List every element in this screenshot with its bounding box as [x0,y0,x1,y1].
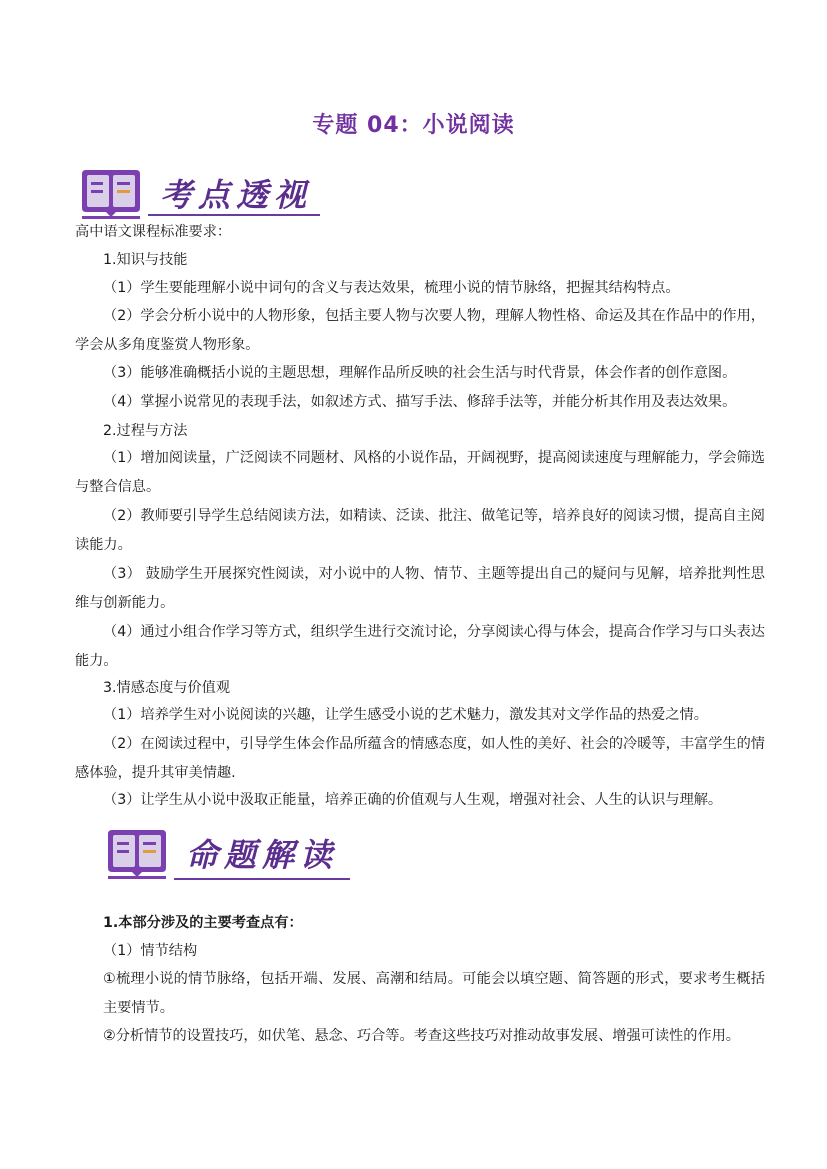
heading-process: 2.过程与方法 [103,423,188,439]
book-icon [80,168,142,220]
paragraph: （1）培养学生对小说阅读的兴趣，让学生感受小说的艺术魅力，激发其对文学作品的热爱之情。 [103,707,708,723]
paragraph: 高中语文课程标准要求： [75,224,232,240]
paragraph: （1）学生要能理解小说中词句的含义与表达效果，梳理小说的情节脉络，把握其结构特点。 [103,280,680,296]
paragraph: （2）学会分析小说中的人物形象，包括主要人物与次要人物，理解人物性格、命运及其在作品中的作用，学会从多角度鉴赏人物形象。 [75,308,765,353]
paragraph: （3）让学生从小说中汲取正能量，培养正确的价值观与人生观，增强对社会、人生的认识与理解。 [103,792,723,808]
heading-exam-points: 1.本部分涉及的主要考查点有： [103,915,303,931]
paragraph: （2）教师要引导学生总结阅读方法，如精读、泛读、批注、做笔记等，培养良好的阅读习惯，提高自主阅读能力。 [75,508,765,553]
paragraph: （1）情节结构 [103,943,198,959]
paragraph: （3）能够准确概括小说的主题思想，理解作品所反映的社会生活与时代背景，体会作者的创作意图。 [103,365,737,381]
page-title: 专题 04：小说阅读 [312,113,515,138]
paragraph: （3） 鼓励学生开展探究性阅读，对小说中的人物、情节、主题等提出自己的疑问与见解，培养批判性思维与创新能力。 [75,566,765,611]
heading-emotion: 3.情感态度与价值观 [103,680,231,696]
paragraph: （1）增加阅读量，广泛阅读不同题材、风格的小说作品，开阔视野，提高阅读速度与理解能力，学会筛选与整合信息。 [75,450,765,495]
banner-underline [148,214,320,216]
paragraph: （4）通过小组合作学习等方式，组织学生进行交流讨论，分享阅读心得与体会，提高合作学习与口头表达能力。 [75,624,765,669]
book-icon [106,828,168,880]
banner-heading: 命题解读 [186,836,339,874]
paragraph: （2）在阅读过程中，引导学生体会作品所蕴含的情感态度，如人性的美好、社会的冷暖等，丰富学生的情感体验，提升其审美情趣. [75,736,765,781]
banner-underline [174,878,350,880]
paragraph: ②分析情节的设置技巧，如伏笔、悬念、巧合等。考查这些技巧对推动故事发展、增强可读性的作用。 [103,1028,740,1044]
heading-knowledge: 1.知识与技能 [103,252,188,268]
paragraph: （4）掌握小说常见的表现手法，如叙述方式、描写手法、修辞手法等，并能分析其作用及表达效果。 [103,394,737,410]
banner-heading: 考点透视 [160,176,313,214]
paragraph: ①梳理小说的情节脉络，包括开端、发展、高潮和结局。可能会以填空题、简答题的形式，要求考生概括主要情节。 [103,971,765,1016]
